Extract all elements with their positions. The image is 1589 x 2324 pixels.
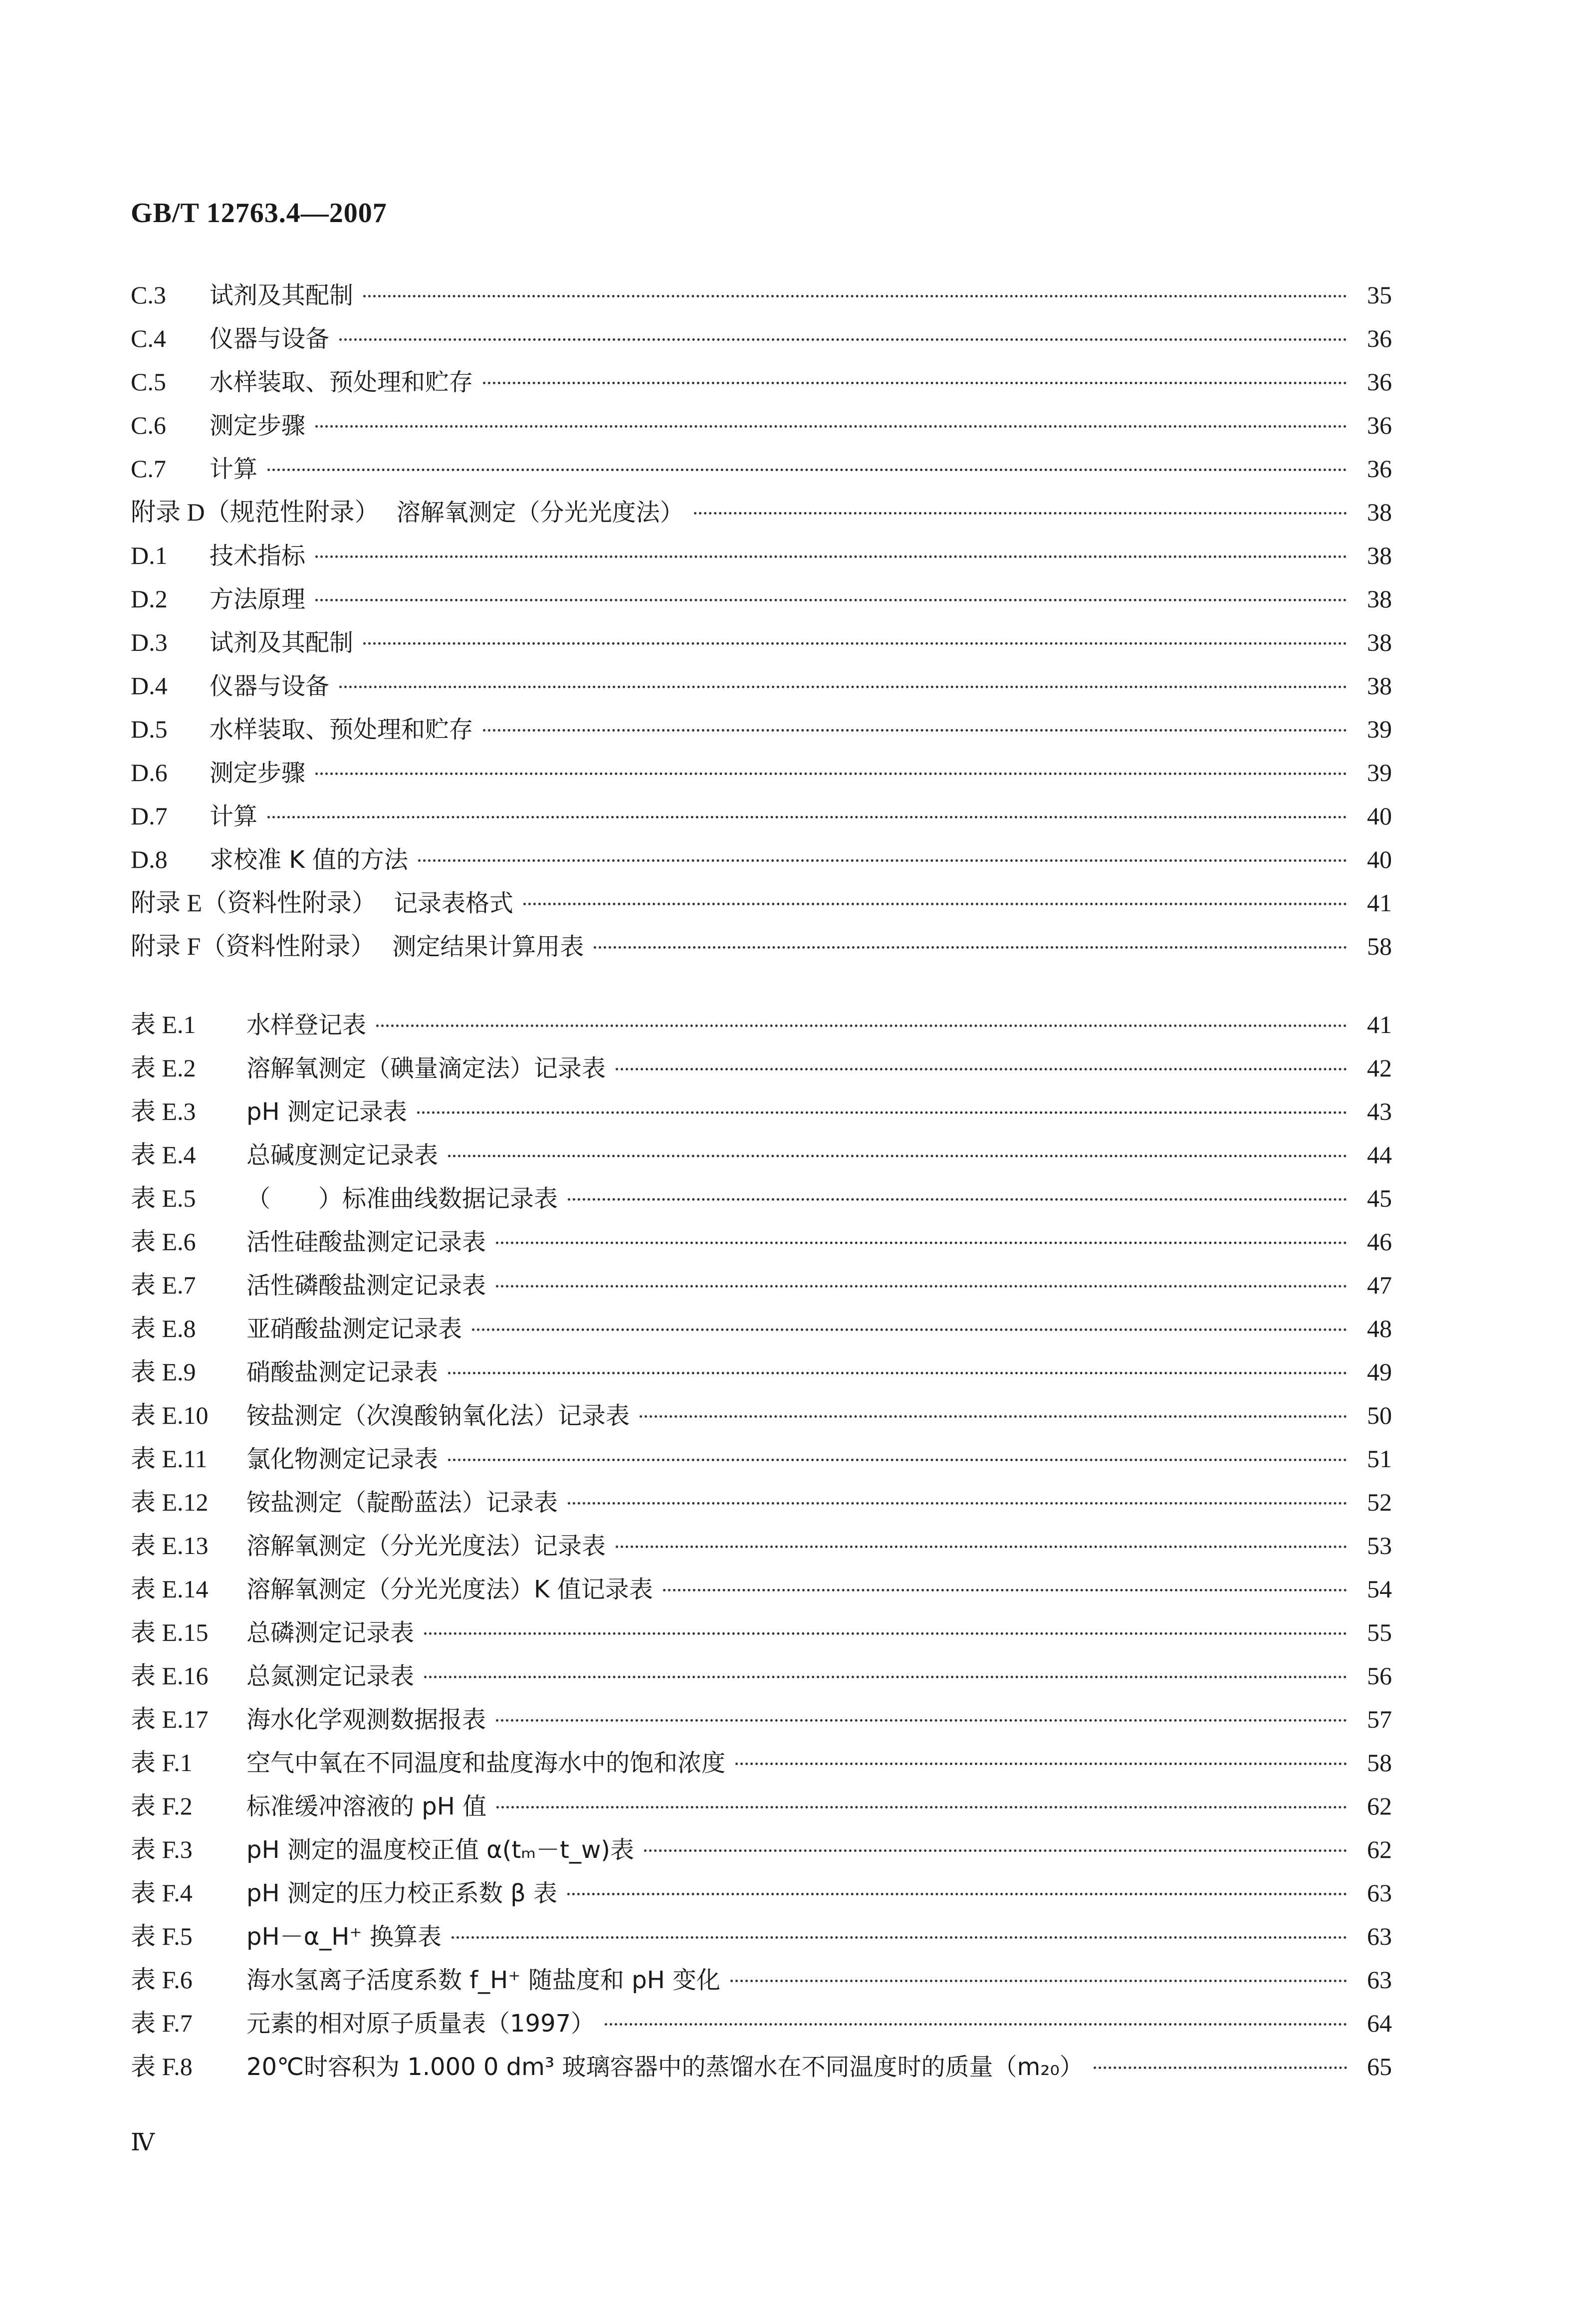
toc-entry-title: 溶解氧测定（分光光度法） xyxy=(396,499,684,526)
toc-entry-title: 测定步骤 xyxy=(210,759,306,787)
dot-leader xyxy=(730,1980,1347,1982)
toc-entry-title: pH 测定的温度校正值 α(tₘ－t_w)表 xyxy=(246,1836,634,1864)
toc-entry-title: 标准缓冲溶液的 pH 值 xyxy=(246,1793,487,1820)
toc-entry-number: 表 E.11 xyxy=(131,1445,208,1473)
dot-leader xyxy=(424,1632,1347,1635)
toc-entry-title: 空气中氧在不同温度和盐度海水中的饱和浓度 xyxy=(246,1749,726,1777)
dot-leader xyxy=(640,1415,1347,1418)
toc-entry[interactable] xyxy=(131,1871,1392,1915)
toc-entry-page: 65 xyxy=(1367,2053,1392,2080)
toc-entry-number: 附录 D（规范性附录） xyxy=(131,498,380,526)
toc-entry[interactable] xyxy=(131,1524,1392,1567)
toc-entry[interactable] xyxy=(131,2045,1392,2088)
dot-leader xyxy=(605,2023,1347,2026)
dot-leader xyxy=(616,1068,1347,1070)
toc-entry-number: 表 E.8 xyxy=(131,1314,196,1342)
standard-code-header: GB/T 12763.4—2007 xyxy=(131,198,387,229)
toc-entry-title: 技术指标 xyxy=(210,542,306,570)
toc-entry-page: 45 xyxy=(1367,1184,1392,1212)
toc-entry-title: 计算 xyxy=(210,802,258,830)
toc-entry-title: 活性磷酸盐测定记录表 xyxy=(246,1272,486,1299)
toc-entry[interactable] xyxy=(131,447,1392,491)
toc-entry-number: D.4 xyxy=(131,672,168,700)
toc-entry-page: 57 xyxy=(1367,1705,1392,1733)
toc-entry-page: 35 xyxy=(1367,281,1392,309)
toc-entry-title: 求校准 K 值的方法 xyxy=(210,846,408,874)
toc-entry-title: 记录表格式 xyxy=(394,889,514,917)
toc-entry-page: 40 xyxy=(1367,802,1392,830)
toc-entry[interactable] xyxy=(131,708,1392,751)
toc-entry[interactable] xyxy=(131,1654,1392,1698)
toc-entry-page: 50 xyxy=(1367,1401,1392,1429)
toc-entry-title: pH 测定的压力校正系数 β 表 xyxy=(246,1879,557,1907)
dot-leader xyxy=(376,1025,1347,1027)
toc-entry-number: 表 F.3 xyxy=(131,1835,193,1863)
toc-entry[interactable] xyxy=(131,664,1392,708)
toc-entry-page: 49 xyxy=(1367,1358,1392,1386)
toc-entry-page: 63 xyxy=(1367,1966,1392,1994)
toc-entry-page: 36 xyxy=(1367,455,1392,483)
toc-entry[interactable] xyxy=(131,1220,1392,1264)
toc-entry-title: 试剂及其配制 xyxy=(210,629,354,657)
dot-leader xyxy=(483,729,1347,732)
toc-entry[interactable] xyxy=(131,1090,1392,1133)
dot-leader xyxy=(267,816,1347,818)
toc-entry[interactable] xyxy=(131,317,1392,360)
toc-entry-title: 溶解氧测定（分光光度法）K 值记录表 xyxy=(246,1575,653,1603)
toc-entry[interactable] xyxy=(131,1264,1392,1307)
toc-entry-page: 41 xyxy=(1367,1011,1392,1038)
toc-entry[interactable] xyxy=(131,838,1392,881)
toc-entry-number: C.7 xyxy=(131,455,166,483)
toc-entry-title: 水样装取、预处理和贮存 xyxy=(210,368,473,396)
toc-entry-page: 56 xyxy=(1367,1662,1392,1690)
toc-entry[interactable] xyxy=(131,1177,1392,1220)
toc-entry-number: C.6 xyxy=(131,411,166,439)
dot-leader xyxy=(1094,2066,1347,2069)
toc-entry-title: （ ）标准曲线数据记录表 xyxy=(246,1185,558,1213)
toc-entry[interactable] xyxy=(131,1915,1392,1958)
dot-leader xyxy=(448,1459,1347,1461)
toc-entry-page: 36 xyxy=(1367,411,1392,439)
toc-entry-number: 表 F.5 xyxy=(131,1922,193,1950)
toc-entry[interactable] xyxy=(131,1046,1392,1090)
toc-entry[interactable] xyxy=(131,491,1392,534)
toc-entry-number: 表 E.10 xyxy=(131,1401,209,1429)
toc-sections-list xyxy=(131,273,1392,968)
toc-entry-title: 试剂及其配制 xyxy=(210,281,354,309)
dot-leader xyxy=(483,382,1347,384)
toc-entry-number: 附录 F（资料性附录） xyxy=(131,932,376,960)
toc-entry[interactable] xyxy=(131,1481,1392,1524)
dot-leader xyxy=(448,1372,1347,1374)
toc-entry-number: 表 E.16 xyxy=(131,1662,209,1690)
dot-leader xyxy=(452,1936,1347,1939)
toc-entry[interactable] xyxy=(131,1133,1392,1177)
toc-entry-number: D.2 xyxy=(131,585,168,613)
toc-entry[interactable] xyxy=(131,925,1392,968)
toc-entry-page: 38 xyxy=(1367,498,1392,526)
toc-entry-number: 附录 E（资料性附录） xyxy=(131,889,377,917)
toc-entry-title: 海水化学观测数据报表 xyxy=(246,1706,486,1734)
toc-entry-title: 总氮测定记录表 xyxy=(246,1662,415,1690)
toc-entry-title: pH－α_H⁺ 换算表 xyxy=(246,1923,442,1951)
toc-entry-number: D.1 xyxy=(131,541,168,569)
toc-entry-number: 表 E.5 xyxy=(131,1184,196,1212)
dot-leader xyxy=(735,1763,1347,1765)
toc-entry-page: 36 xyxy=(1367,368,1392,396)
toc-entry[interactable] xyxy=(131,1307,1392,1350)
toc-entry-number: 表 E.1 xyxy=(131,1011,196,1038)
toc-entry-title: 铵盐测定（靛酚蓝法）记录表 xyxy=(246,1489,558,1517)
toc-entry-title: 水样装取、预处理和贮存 xyxy=(210,716,473,744)
toc-entry-page: 55 xyxy=(1367,1618,1392,1646)
toc-entry-title: 20℃时容积为 1.000 0 dm³ 玻璃容器中的蒸馏水在不同温度时的质量（m₂₀） xyxy=(246,2053,1084,2081)
toc-entry-page: 62 xyxy=(1367,1835,1392,1863)
toc-entry-page: 41 xyxy=(1367,889,1392,917)
toc-entry-number: 表 F.6 xyxy=(131,1966,193,1994)
toc-entry-page: 58 xyxy=(1367,932,1392,960)
toc-entry[interactable] xyxy=(131,1828,1392,1871)
toc-entry[interactable] xyxy=(131,881,1392,925)
toc-entry-number: D.3 xyxy=(131,628,168,656)
toc-entry[interactable] xyxy=(131,273,1392,317)
toc-entry-title: 测定步骤 xyxy=(210,412,306,440)
toc-entry-title: 水样登记表 xyxy=(246,1011,367,1039)
dot-leader xyxy=(496,1719,1347,1722)
dot-leader xyxy=(567,1893,1347,1895)
dot-leader xyxy=(339,338,1347,341)
toc-entry-page: 36 xyxy=(1367,324,1392,352)
toc-entry-number: 表 F.4 xyxy=(131,1879,193,1907)
toc-entry-page: 63 xyxy=(1367,1879,1392,1907)
toc-entry-number: 表 E.17 xyxy=(131,1705,209,1733)
dot-leader xyxy=(448,1155,1347,1157)
toc-entry[interactable] xyxy=(131,534,1392,577)
toc-entry-number: 表 E.4 xyxy=(131,1141,196,1169)
dot-leader xyxy=(424,1676,1347,1678)
page-number-footer: Ⅳ xyxy=(131,2129,155,2156)
dot-leader xyxy=(363,642,1347,645)
toc-entry-page: 38 xyxy=(1367,628,1392,656)
toc-entry[interactable] xyxy=(131,2002,1392,2045)
toc-entry[interactable] xyxy=(131,1611,1392,1654)
toc-entry-number: 表 E.2 xyxy=(131,1054,196,1082)
toc-entry-title: 海水氢离子活度系数 f_H⁺ 随盐度和 pH 变化 xyxy=(246,1966,720,1994)
toc-entry-page: 44 xyxy=(1367,1141,1392,1169)
toc-entry-page: 63 xyxy=(1367,1922,1392,1950)
dot-leader xyxy=(496,1285,1347,1288)
dot-leader xyxy=(616,1546,1347,1548)
toc-entry-title: 溶解氧测定（碘量滴定法）记录表 xyxy=(246,1054,606,1082)
toc-entry-page: 64 xyxy=(1367,2009,1392,2037)
toc-entry-title: 测定结果计算用表 xyxy=(392,933,584,961)
dot-leader xyxy=(644,1849,1347,1852)
toc-entry-title: 铵盐测定（次溴酸钠氧化法）记录表 xyxy=(246,1402,630,1430)
toc-tables-list xyxy=(131,1003,1392,2088)
toc-entry-page: 38 xyxy=(1367,541,1392,569)
toc-entry-page: 38 xyxy=(1367,672,1392,700)
toc-entry-title: 亚硝酸盐测定记录表 xyxy=(246,1315,462,1343)
toc-entry-title: 总碱度测定记录表 xyxy=(246,1141,439,1169)
dot-leader xyxy=(496,1806,1347,1808)
toc-entry[interactable] xyxy=(131,577,1392,621)
dot-leader xyxy=(594,946,1347,949)
toc-entry[interactable] xyxy=(131,1741,1392,1785)
toc-entry-page: 51 xyxy=(1367,1445,1392,1473)
toc-entry-number: 表 E.7 xyxy=(131,1271,196,1299)
dot-leader xyxy=(315,599,1347,601)
toc-entry-title: 总磷测定记录表 xyxy=(246,1619,415,1647)
toc-entry-page: 54 xyxy=(1367,1575,1392,1603)
toc-entry-page: 58 xyxy=(1367,1749,1392,1777)
dot-leader xyxy=(267,469,1347,471)
toc-entry-title: 氯化物测定记录表 xyxy=(246,1445,439,1473)
toc-entry-title: 硝酸盐测定记录表 xyxy=(246,1358,439,1386)
toc-entry[interactable] xyxy=(131,404,1392,447)
toc-entry-number: D.5 xyxy=(131,715,168,743)
toc-entry[interactable] xyxy=(131,1437,1392,1481)
toc-entry-page: 40 xyxy=(1367,845,1392,873)
toc-entry[interactable] xyxy=(131,621,1392,664)
toc-entry[interactable] xyxy=(131,1567,1392,1611)
dot-leader xyxy=(496,1242,1347,1244)
dot-leader xyxy=(315,555,1347,558)
toc-entry-title: pH 测定记录表 xyxy=(246,1098,407,1126)
toc-entry[interactable] xyxy=(131,1003,1392,1046)
toc-entry[interactable] xyxy=(131,1785,1392,1828)
toc-entry[interactable] xyxy=(131,1698,1392,1741)
toc-entry-number: 表 E.6 xyxy=(131,1228,196,1256)
toc-entry-number: 表 F.8 xyxy=(131,2053,193,2080)
toc-entry-page: 62 xyxy=(1367,1792,1392,1820)
toc-entry-number: D.7 xyxy=(131,802,168,830)
toc-entry-title: 活性硅酸盐测定记录表 xyxy=(246,1228,486,1256)
toc-entry-number: 表 F.2 xyxy=(131,1792,193,1820)
toc-entry[interactable] xyxy=(131,794,1392,838)
toc-entry-number: C.3 xyxy=(131,281,166,309)
dot-leader xyxy=(694,512,1347,515)
toc-entry[interactable] xyxy=(131,1958,1392,2002)
toc-entry-page: 38 xyxy=(1367,585,1392,613)
dot-leader xyxy=(568,1198,1347,1201)
toc-entry-number: 表 E.14 xyxy=(131,1575,209,1603)
toc-entry-page: 46 xyxy=(1367,1228,1392,1256)
toc-entry-page: 47 xyxy=(1367,1271,1392,1299)
toc-entry-title: 仪器与设备 xyxy=(210,325,330,353)
dot-leader xyxy=(418,859,1347,862)
toc-entry-number: 表 E.9 xyxy=(131,1358,196,1386)
toc-entry-number: D.8 xyxy=(131,845,168,873)
toc-entry[interactable] xyxy=(131,360,1392,404)
toc-entry[interactable] xyxy=(131,1350,1392,1394)
toc-entry-title: 仪器与设备 xyxy=(210,672,330,700)
toc-entry-title: 溶解氧测定（分光光度法）记录表 xyxy=(246,1532,606,1560)
dot-leader xyxy=(568,1502,1347,1505)
toc-entry-page: 39 xyxy=(1367,759,1392,786)
toc-entry-page: 39 xyxy=(1367,715,1392,743)
toc-entry-number: D.6 xyxy=(131,759,168,786)
toc-entry-page: 43 xyxy=(1367,1097,1392,1125)
toc-entry-title: 方法原理 xyxy=(210,585,306,613)
dot-leader xyxy=(523,903,1347,905)
dot-leader xyxy=(663,1589,1347,1591)
toc-entry-page: 53 xyxy=(1367,1532,1392,1559)
toc-entry-number: 表 E.12 xyxy=(131,1488,209,1516)
toc-entry-number: 表 F.7 xyxy=(131,2009,193,2037)
toc-entry[interactable] xyxy=(131,751,1392,794)
toc-entry-page: 52 xyxy=(1367,1488,1392,1516)
toc-entry-page: 48 xyxy=(1367,1314,1392,1342)
toc-entry-number: C.5 xyxy=(131,368,166,396)
dot-leader xyxy=(417,1111,1347,1114)
toc-entry-number: C.4 xyxy=(131,324,166,352)
toc-entry-number: 表 F.1 xyxy=(131,1749,193,1777)
toc-entry-number: 表 E.3 xyxy=(131,1097,196,1125)
dot-leader xyxy=(315,425,1347,428)
toc-entry-title: 元素的相对原子质量表（1997） xyxy=(246,2010,595,2038)
toc-entry-number: 表 E.15 xyxy=(131,1618,209,1646)
toc-entry[interactable] xyxy=(131,1394,1392,1437)
dot-leader xyxy=(339,686,1347,688)
toc-entry-number: 表 E.13 xyxy=(131,1532,209,1559)
dot-leader xyxy=(472,1328,1347,1331)
toc-entry-title: 计算 xyxy=(210,455,258,483)
dot-leader xyxy=(363,295,1347,297)
toc-entry-page: 42 xyxy=(1367,1054,1392,1082)
dot-leader xyxy=(315,773,1347,775)
